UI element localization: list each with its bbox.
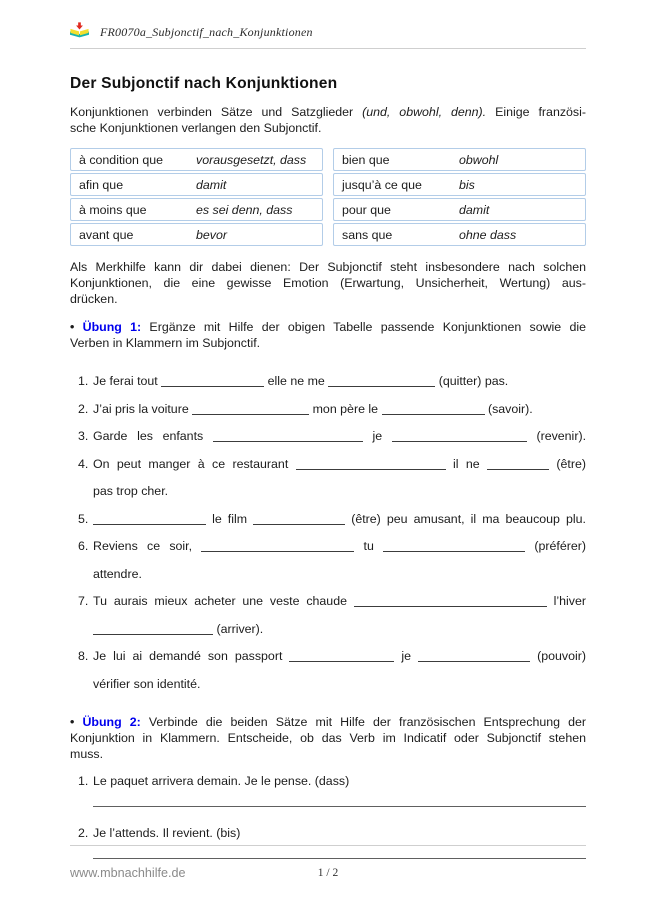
- conjunction-term: afin que: [79, 177, 124, 192]
- conjunction-table-left: [70, 148, 323, 248]
- exercise-item: [78, 451, 586, 506]
- text-run: On peut manger à ce restaurant: [93, 456, 296, 471]
- text-run: l’hiver: [546, 594, 586, 608]
- text-line: [93, 561, 586, 589]
- fill-in-blank: [253, 512, 345, 525]
- text-run: (und, obwohl, denn).: [362, 105, 487, 119]
- text-run: (quitter) pas.: [435, 374, 509, 388]
- conjunction-translation: obwohl: [459, 152, 499, 167]
- item-number: 3.: [78, 429, 89, 443]
- fill-in-blank: [161, 374, 264, 387]
- item-number: 1.: [78, 374, 89, 388]
- text-run: Einige französi-: [486, 105, 586, 119]
- conjunction-translation: damit: [459, 202, 490, 217]
- exercise-item: [78, 396, 586, 424]
- exercise1-heading: [70, 319, 586, 351]
- text-run: Konjunktionen, die eine gewisse Emotion (Erwartung, Unsicherheit, Wertung) aus-: [70, 276, 586, 290]
- conjunction-term: sans que: [342, 227, 393, 242]
- text-run: le film: [206, 511, 254, 526]
- text-line: [70, 120, 586, 136]
- text-run: pas trop cher.: [93, 484, 169, 498]
- conjunction-term: bien que: [342, 152, 390, 167]
- footer-row: [70, 866, 586, 882]
- text-run: je: [362, 429, 392, 443]
- text-run: (arriver).: [213, 621, 264, 636]
- text-run: Übung 1:: [82, 320, 142, 334]
- text-run: mon père le: [309, 401, 382, 416]
- exercise-sentence: Je l’attends. Il revient. (bis): [93, 826, 241, 840]
- text-line: [93, 506, 586, 534]
- fill-in-blank: [382, 402, 485, 415]
- text-run: (préférer): [525, 539, 586, 553]
- fill-in-blank: [296, 457, 446, 470]
- text-run: sche Konjunktionen verlangen den Subjonctif.: [70, 121, 322, 135]
- fill-in-blank: [201, 539, 354, 552]
- conjunction-row: [333, 173, 586, 196]
- text-line: [93, 533, 586, 561]
- exercise2-heading: [70, 714, 586, 762]
- text-run: (savoir).: [484, 401, 533, 416]
- text-run: Je ferai tout: [93, 374, 162, 388]
- exercise-item: [78, 368, 586, 396]
- text-line: [93, 478, 586, 506]
- text-line: [93, 671, 586, 699]
- document-footer: [70, 845, 586, 882]
- conjunction-tables: [70, 148, 586, 248]
- fill-in-blank: [93, 512, 206, 525]
- fill-in-blank: [418, 649, 530, 662]
- text-run: tu: [354, 539, 384, 553]
- text-run: Konjunktionen verbinden Sätze und Satzglieder: [70, 105, 363, 119]
- text-line: [93, 396, 586, 424]
- conjunction-term: à moins que: [79, 202, 147, 217]
- text-line: [93, 423, 586, 451]
- exercise1-items: [78, 368, 586, 698]
- exercise-item: [78, 643, 586, 698]
- hint-paragraph: [70, 259, 586, 307]
- text-run: (pouvoir): [530, 649, 587, 663]
- text-run: muss.: [70, 747, 104, 761]
- text-run: Garde les enfants: [93, 429, 213, 443]
- conjunction-term: pour que: [342, 202, 391, 217]
- conjunction-row: [70, 198, 323, 221]
- text-run: J’ai pris la voiture: [93, 401, 193, 416]
- conjunction-row: [333, 223, 586, 246]
- document-id: FR0070a_Subjonctif_nach_Konjunktionen: [100, 24, 313, 39]
- text-line: [70, 259, 586, 275]
- text-run: (être) peu amusant, il ma beaucoup plu.: [345, 511, 586, 526]
- conjunction-translation: ohne dass: [459, 227, 517, 242]
- text-line: [93, 643, 586, 671]
- text-line: [70, 730, 586, 746]
- exercise-item: [78, 423, 586, 451]
- intro-paragraph: [70, 104, 586, 136]
- conjunction-row: [333, 148, 586, 171]
- fill-in-blank: [487, 457, 549, 470]
- exercise-item: [78, 533, 586, 588]
- conjunction-row: [70, 148, 323, 171]
- conjunction-translation: bevor: [196, 227, 227, 242]
- text-line: [70, 275, 586, 291]
- exercise-item: [78, 506, 586, 534]
- exercise-item: [78, 588, 586, 643]
- fill-in-blank: [354, 594, 547, 607]
- text-run: Reviens ce soir,: [93, 539, 202, 553]
- text-line: [70, 319, 586, 335]
- fill-in-blank: [192, 402, 309, 415]
- item-number: 1.: [78, 774, 89, 788]
- text-run: Je lui ai demandé son passport: [93, 649, 290, 663]
- page-number: 1 / 2: [317, 867, 339, 879]
- exercise-sentence: Le paquet arrivera demain. Je le pense. (dass): [93, 774, 350, 788]
- text-run: drücken.: [70, 292, 118, 306]
- item-number: 7.: [78, 594, 89, 608]
- conjunction-row: [70, 173, 323, 196]
- text-line: [70, 104, 586, 120]
- text-run: Verben in Klammern im Subjonctif.: [70, 336, 261, 350]
- text-run: il ne: [445, 456, 488, 471]
- document-header: [70, 0, 586, 42]
- website-url: www.mbnachhilfe.de: [70, 866, 186, 880]
- text-line: [93, 616, 586, 644]
- header-divider: [70, 48, 586, 49]
- fill-in-blank: [383, 539, 525, 552]
- text-run: Konjunktion in Klammern. Entscheide, ob das Verb im Indicatif oder Subjonctif stehen: [70, 731, 586, 745]
- text-run: (être): [549, 456, 587, 471]
- text-run: Ergänze mit Hilfe der obigen Tabelle passende Konjunktionen sowie die: [141, 320, 587, 334]
- fill-in-blank: [213, 429, 363, 442]
- text-run: Als Merkhilfe kann dir dabei dienen: Der Subjonctif steht insbesondere nach solchen: [70, 260, 586, 274]
- exercise-item: [78, 773, 586, 807]
- conjunction-table-right: [333, 148, 586, 248]
- item-number: 6.: [78, 539, 89, 553]
- conjunction-translation: es sei denn, dass: [196, 202, 293, 217]
- text-line: [93, 368, 586, 396]
- item-number: 2.: [78, 826, 89, 840]
- fill-in-blank: [392, 429, 527, 442]
- text-run: •: [70, 320, 83, 334]
- item-number: 2.: [78, 401, 89, 416]
- text-line: [70, 335, 586, 351]
- conjunction-translation: bis: [459, 177, 475, 192]
- conjunction-translation: vorausgesetzt, dass: [196, 152, 307, 167]
- book-arrow-logo-icon: [70, 22, 89, 42]
- fill-in-blank: [328, 374, 435, 387]
- text-run: elle ne me: [264, 374, 329, 388]
- footer-divider: [70, 845, 586, 846]
- text-line: [93, 588, 586, 616]
- text-line: [70, 291, 586, 307]
- text-run: vérifier son identité.: [93, 676, 201, 691]
- item-number: 8.: [78, 649, 89, 663]
- fill-in-blank: [289, 649, 394, 662]
- text-line: [70, 746, 586, 762]
- text-run: Übung 2:: [82, 715, 141, 729]
- conjunction-row: [70, 223, 323, 246]
- conjunction-term: avant que: [79, 227, 134, 242]
- text-run: je: [394, 649, 419, 663]
- page-title: Der Subjonctif nach Konjunktionen: [70, 75, 338, 92]
- fill-in-blank: [93, 622, 213, 635]
- text-run: (revenir).: [526, 429, 587, 443]
- answer-line: [93, 806, 586, 807]
- text-run: attendre.: [93, 566, 142, 581]
- text-line: [93, 451, 586, 479]
- item-number: 4.: [78, 456, 89, 471]
- text-run: •: [70, 715, 83, 729]
- conjunction-row: [333, 198, 586, 221]
- text-run: Tu aurais mieux acheter une veste chaude: [93, 594, 354, 608]
- item-number: 5.: [78, 511, 89, 526]
- conjunction-translation: damit: [196, 177, 227, 192]
- text-run: Verbinde die beiden Sätze mit Hilfe der französischen Entsprechung der: [140, 715, 586, 729]
- conjunction-term: à condition que: [79, 152, 164, 167]
- text-line: [70, 714, 586, 730]
- conjunction-term: jusqu’à ce que: [342, 177, 422, 192]
